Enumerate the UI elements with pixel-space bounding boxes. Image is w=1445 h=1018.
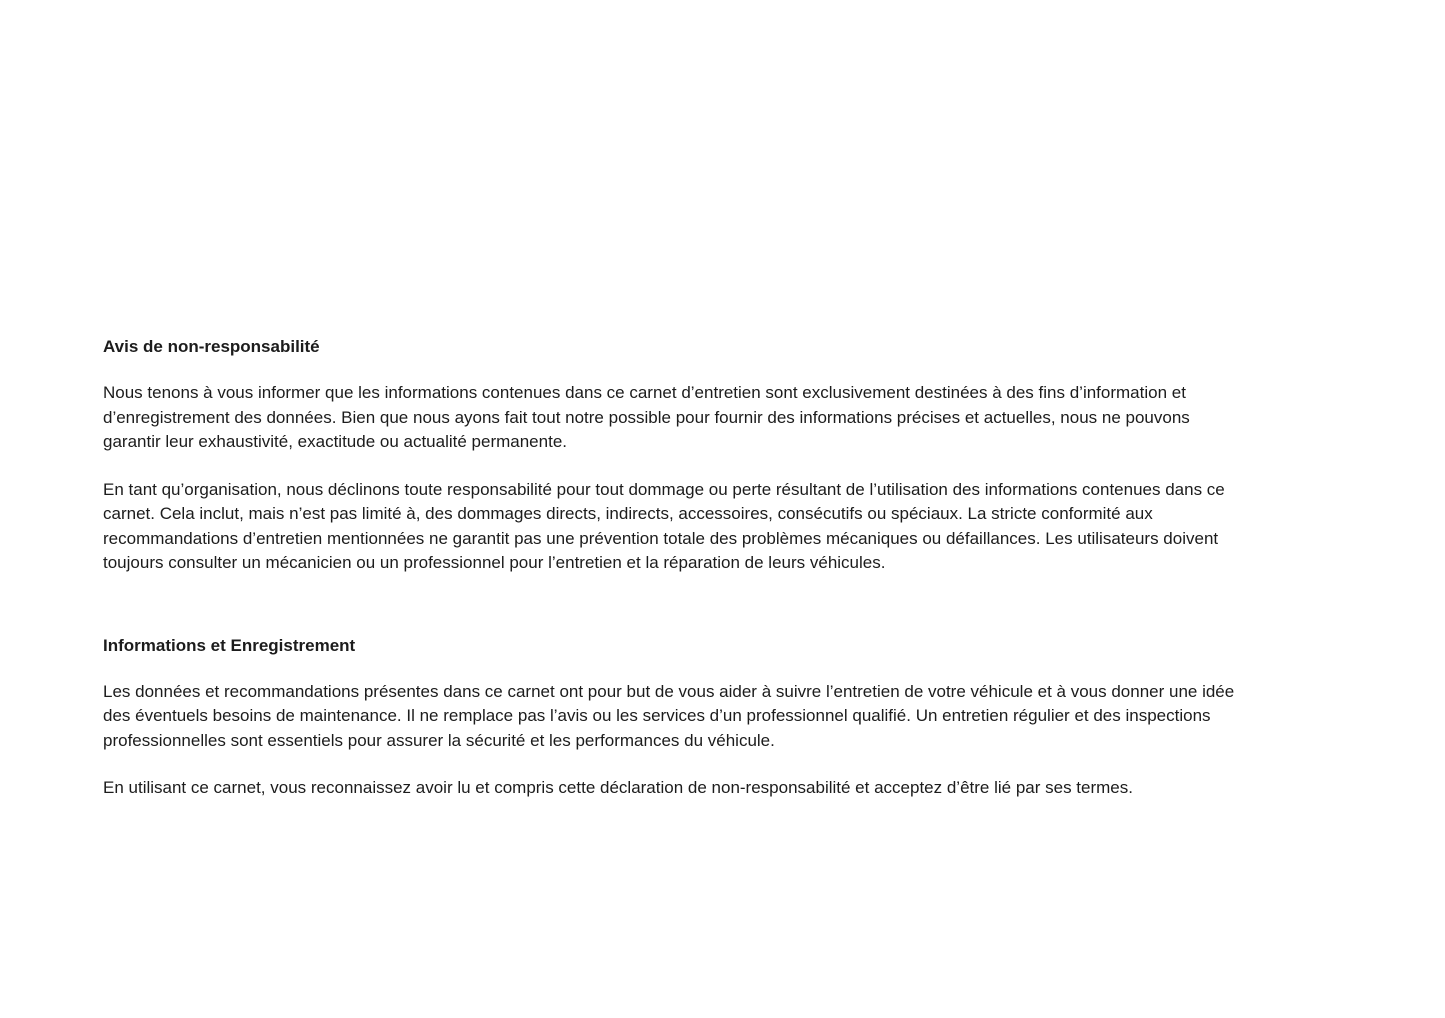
section-info-registration xyxy=(103,634,1243,801)
disclaimer-paragraph-1: Nous tenons à vous informer que les informations contenues dans ce carnet d’entretien sont exclusivement destinées à des fins d’information et d’enregistrement des données. Bien que nous ayons fait tout notre possible pour fournir des informations précises et actuelles, nous ne pouvons garantir leur exhaustivité, exactitude ou actualité permanente. xyxy=(103,383,1190,451)
info-registration-heading: Informations et Enregistrement xyxy=(103,635,356,655)
disclaimer-paragraph-2: En tant qu’organisation, nous déclinons toute responsabilité pour tout dommage ou perte résultant de l’utilisation des informations contenues dans ce carnet. Cela inclut, mais n’est pas limité à, des dommages directs, indirects, accessoires, consécutifs ou spéciaux. La stricte conformité aux recommandations d’entretien mentionnées ne garantit pas une prévention totale des problèmes mécaniques ou défaillances. Les utilisateurs doivent toujours consulter un mécanicien ou un professionnel pour l’entretien et la réparation de leurs véhicules. xyxy=(103,479,1225,572)
info-registration-paragraph-2: En utilisant ce carnet, vous reconnaissez avoir lu et compris cette déclaration de non-responsabilité et acceptez d’être lié par ses termes. xyxy=(103,778,1133,797)
info-registration-paragraph-1: Les données et recommandations présentes dans ce carnet ont pour but de vous aider à suivre l’entretien de votre véhicule et à vous donner une idée des éventuels besoins de maintenance. Il ne remplace pas l’avis ou les services d’un professionnel qualifié. Un entretien régulier et des inspections professionnelles sont essentiels pour assurer la sécurité et les performances du véhicule. xyxy=(103,681,1235,750)
section-disclaimer xyxy=(103,335,1243,576)
document-content xyxy=(103,335,1243,801)
disclaimer-heading: Avis de non-responsabilité xyxy=(103,337,320,356)
